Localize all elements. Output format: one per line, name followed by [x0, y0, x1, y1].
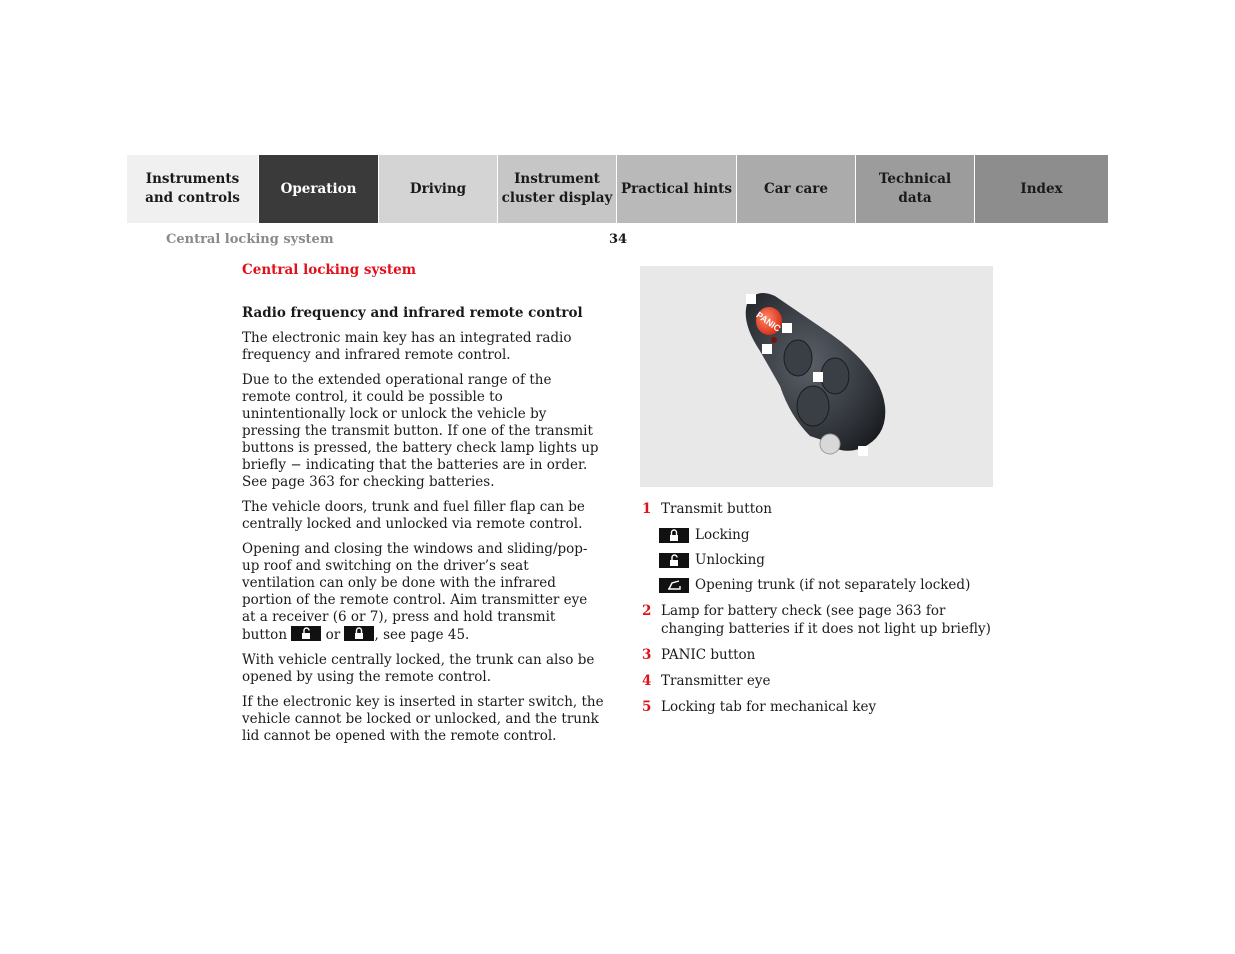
- item-text: PANIC button: [661, 647, 756, 663]
- paragraph-with-icons: [242, 541, 604, 644]
- tab-instruments-and-controls[interactable]: [127, 155, 259, 223]
- tab-label: Operation: [280, 180, 357, 197]
- paragraph: With vehicle centrally locked, the trunk can also be opened by using the remote control.: [242, 652, 595, 685]
- item-text: Unlocking: [695, 552, 765, 568]
- lock-icon: [344, 626, 374, 641]
- lock-icon: [659, 528, 689, 543]
- item-number: 5: [642, 699, 652, 715]
- tab-practical-hints[interactable]: [617, 155, 737, 223]
- paragraph: The electronic main key has an integrated radio frequency and infrared remote control.: [242, 330, 572, 363]
- list-item: [640, 602, 1000, 638]
- panic-label: PANIC: [754, 309, 783, 334]
- item-text: Locking tab for mechanical key: [661, 699, 877, 715]
- transmit-button-functions: [640, 526, 1000, 594]
- item-text: Lamp for battery check (see page 363 for changing batteries if it does not light up briefly): [661, 603, 991, 637]
- unlock-icon: [291, 626, 321, 641]
- tab-driving[interactable]: [379, 155, 498, 223]
- trunk-open-icon: [659, 578, 689, 593]
- tab-technical-data[interactable]: [856, 155, 975, 223]
- list-item: [659, 526, 1000, 544]
- paragraph: The vehicle doors, trunk and fuel filler flap can be centrally locked and unlocked via remote control.: [242, 499, 585, 532]
- paragraph-text: Opening and closing the windows and sliding/pop-up roof and switching on the driver’s seat ventilation can only be done with the infrared portion of the remote control. Aim transmitter eye at a receiver (6 or 7), press and hold transmit button: [242, 541, 588, 643]
- item-number: 3: [642, 647, 652, 663]
- main-text-column: [242, 262, 604, 753]
- item-text: Opening trunk (if not separately locked): [695, 577, 971, 593]
- tab-label: Car care: [764, 180, 828, 197]
- paragraph: If the electronic key is inserted in starter switch, the vehicle cannot be locked or unlocked, and the trunk lid cannot be opened with the remote control.: [242, 694, 604, 744]
- chapter-nav: [127, 155, 1108, 223]
- item-number: 1: [642, 501, 652, 517]
- item-number: 4: [642, 673, 652, 689]
- list-item: [640, 698, 1000, 716]
- item-text: Locking: [695, 527, 750, 543]
- legend-list: [640, 500, 1000, 724]
- callout-marker: [746, 294, 756, 304]
- section-title: Central locking system: [242, 262, 417, 278]
- remote-key-illustration: [640, 266, 993, 487]
- page-number: 34: [609, 232, 628, 247]
- list-item: [659, 551, 1000, 569]
- tab-label: Driving: [409, 180, 467, 197]
- tab-instrument-cluster-display[interactable]: [498, 155, 617, 223]
- tab-label: Practical hints: [621, 180, 732, 197]
- tab-operation[interactable]: [259, 155, 379, 223]
- callout-marker: [813, 372, 823, 382]
- paragraph-text: , see page 45.: [374, 627, 470, 643]
- tab-label: Technical data: [878, 171, 952, 206]
- tab-label: Instruments and controls: [145, 171, 240, 206]
- callout-marker: [762, 344, 772, 354]
- tab-index[interactable]: [975, 155, 1108, 223]
- item-text: Transmitter eye: [661, 673, 771, 689]
- paragraph: Due to the extended operational range of the remote control, it could be possible to unintentionally lock or unlock the vehicle by pressing the transmit button. If one of the transmit buttons is pressed, the battery check lamp lights up briefly − indicating that the batteries are in order. See page 363 for checking batteries.: [242, 372, 599, 490]
- key-fob-image: [640, 266, 993, 487]
- tab-car-care[interactable]: [737, 155, 856, 223]
- list-item: [640, 646, 1000, 664]
- paragraph-text: or: [321, 627, 345, 643]
- item-number: 2: [642, 603, 652, 619]
- tab-label: Instrument cluster display: [501, 171, 613, 206]
- item-text: Transmit button: [661, 501, 772, 517]
- breadcrumb: Central locking system: [166, 232, 334, 247]
- tab-label: Index: [1020, 180, 1063, 197]
- list-item: [640, 500, 1000, 518]
- list-item: [640, 672, 1000, 690]
- callout-marker: [782, 323, 792, 333]
- subheading: Radio frequency and infrared remote control: [242, 305, 583, 321]
- list-item: [659, 576, 1000, 594]
- callout-marker: [858, 446, 868, 456]
- unlock-icon: [659, 553, 689, 568]
